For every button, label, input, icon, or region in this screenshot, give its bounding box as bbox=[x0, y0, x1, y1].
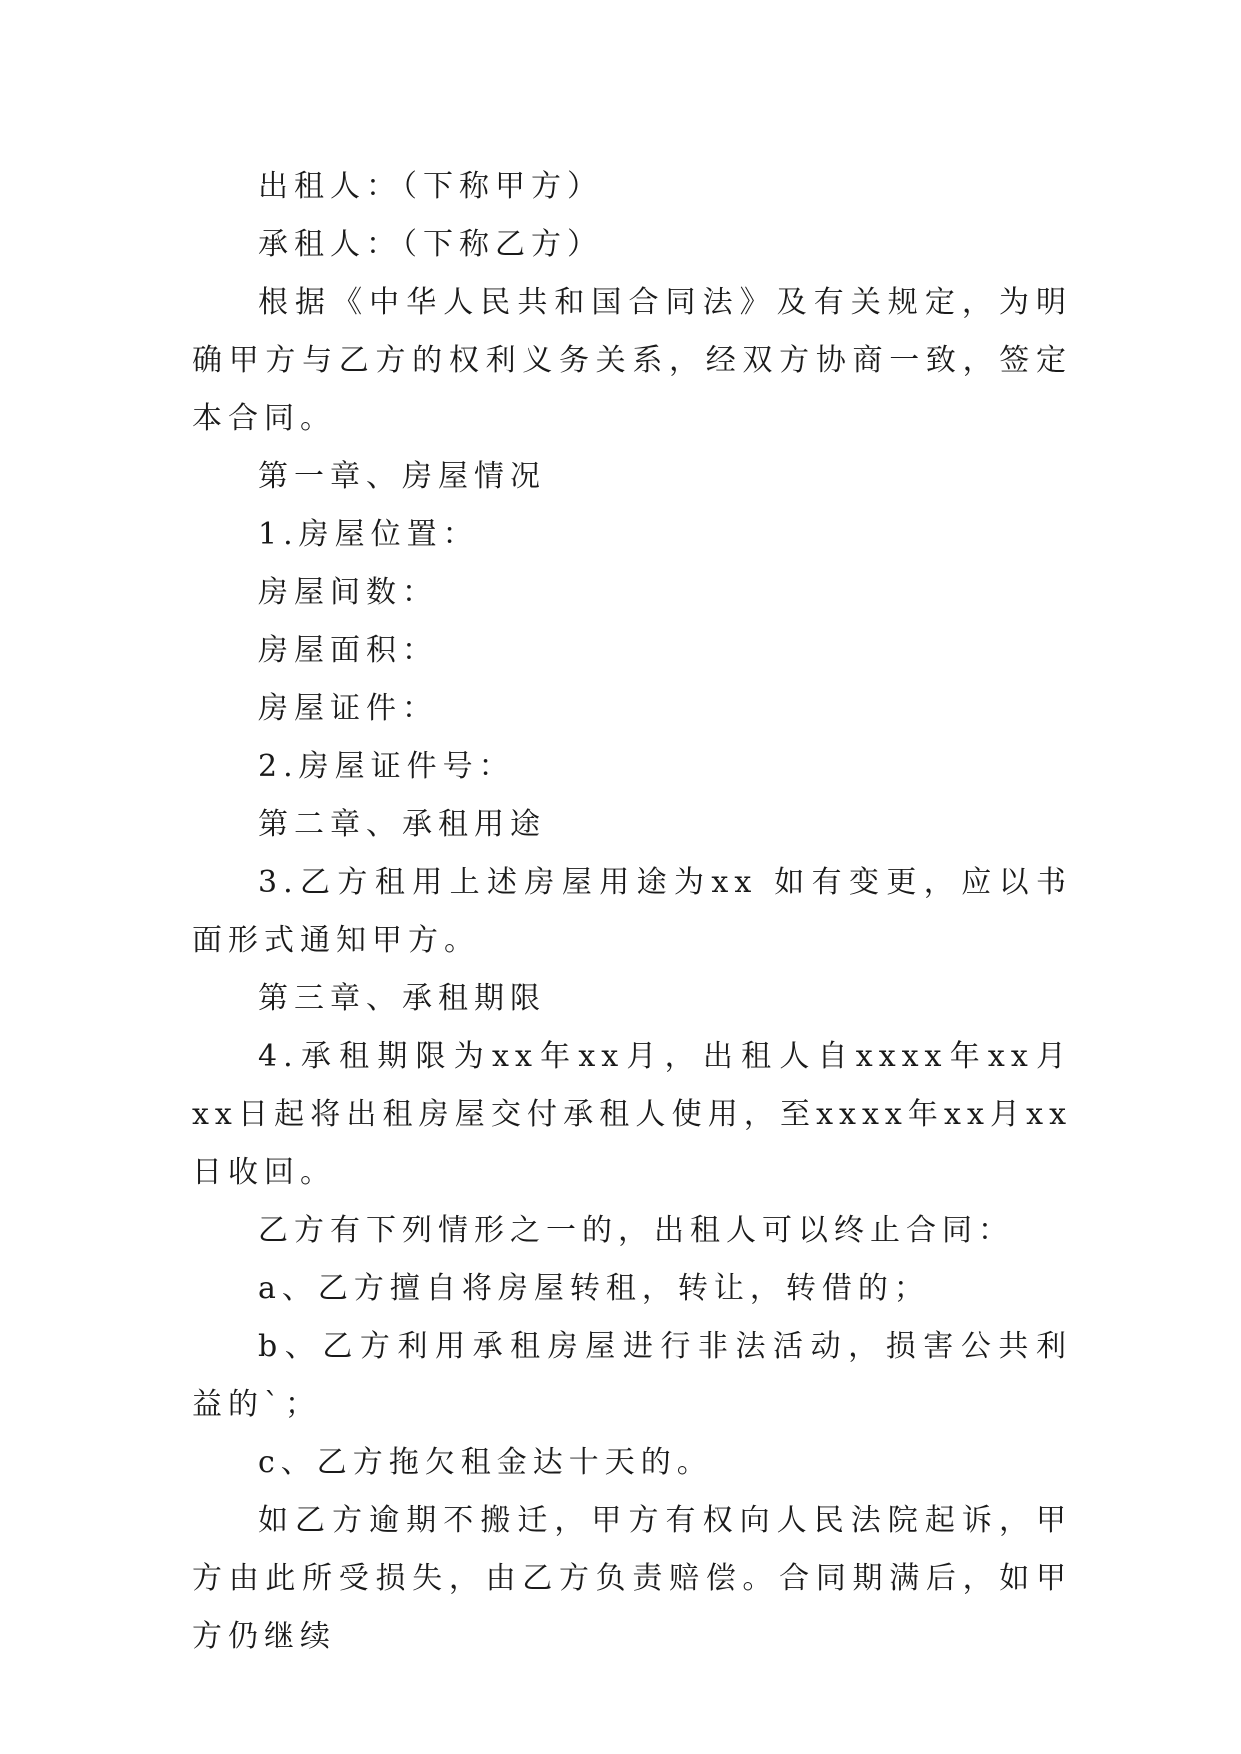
document-body bbox=[192, 158, 1072, 1666]
termination-item-c: c、乙方拖欠租金达十天的。 bbox=[258, 1445, 713, 1480]
termination-item-b: b、乙方利用承租房屋进行非法活动，损害公共利益的`； bbox=[192, 1329, 1072, 1422]
preamble-paragraph: 根据《中华人民共和国合同法》及有关规定，为明确甲方与乙方的权利义务关系，经双方协商一致，签定本合同。 bbox=[192, 285, 1072, 436]
chapter-3-heading: 第三章、承租期限 bbox=[258, 981, 546, 1016]
lessor-line: 出租人：（下称甲方） bbox=[258, 169, 603, 204]
house-certificate-item: 房屋证件： bbox=[258, 691, 438, 726]
overstay-clause: 如乙方逾期不搬迁，甲方有权向人民法院起诉，甲方由此所受损失，由乙方负责赔偿。合同期满后，如甲方仍继续 bbox=[192, 1503, 1072, 1654]
termination-item-a: a、乙方擅自将房屋转租，转让，转借的； bbox=[258, 1271, 930, 1306]
lessee-line: 承租人：（下称乙方） bbox=[258, 227, 603, 262]
house-rooms-item: 房屋间数： bbox=[258, 575, 438, 610]
termination-intro: 乙方有下列情形之一的，出租人可以终止合同： bbox=[258, 1213, 1014, 1248]
house-location-item: 1.房屋位置： bbox=[258, 517, 479, 552]
house-area-item: 房屋面积： bbox=[258, 633, 438, 668]
term-clause: 4.承租期限为xx年xx月，出租人自xxxx年xx月xx日起将出租房屋交付承租人使用，至xxxx年xx月xx日收回。 bbox=[192, 1039, 1072, 1190]
house-certificate-number-item: 2.房屋证件号： bbox=[258, 749, 515, 784]
usage-clause: 3.乙方租用上述房屋用途为xx 如有变更，应以书面形式通知甲方。 bbox=[192, 865, 1072, 958]
chapter-1-heading: 第一章、房屋情况 bbox=[258, 459, 546, 494]
chapter-2-heading: 第二章、承租用途 bbox=[258, 807, 546, 842]
